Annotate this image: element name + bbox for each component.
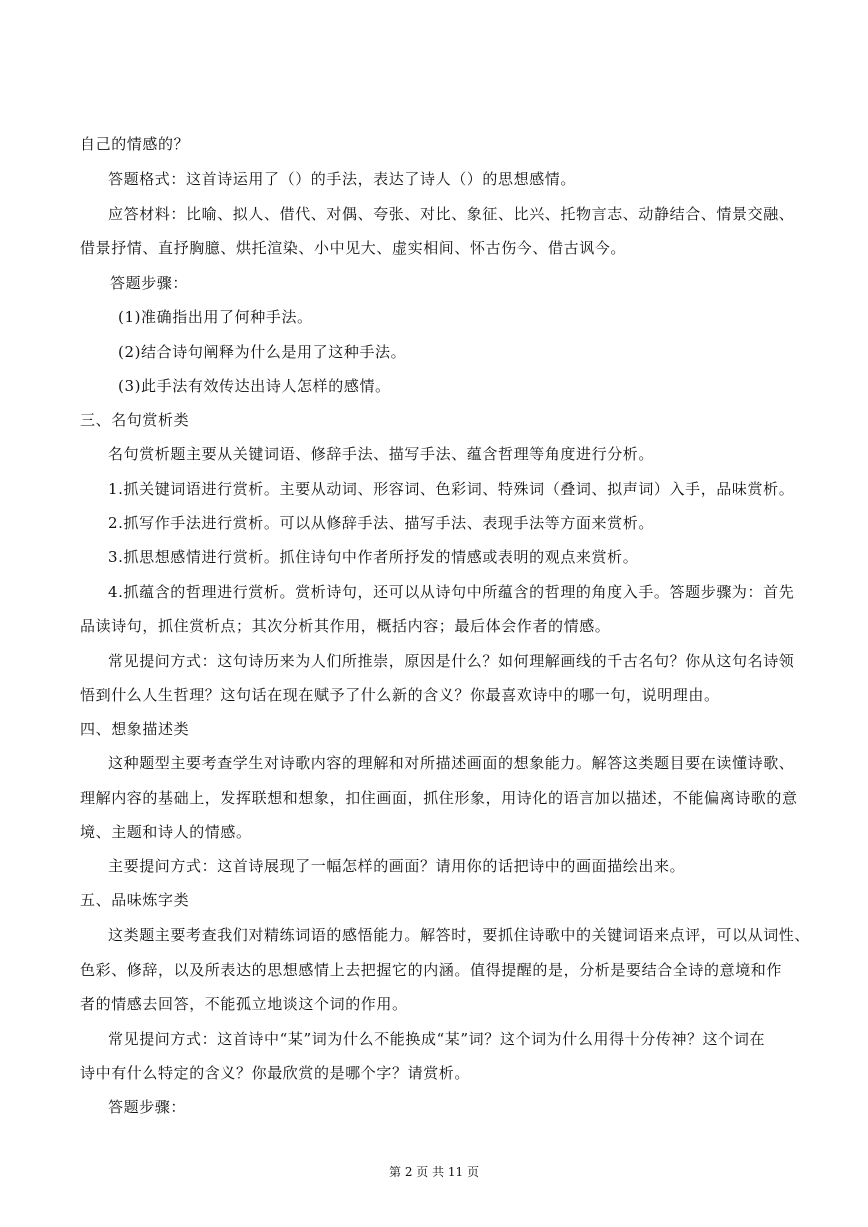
text-line: 这类题主要考查我们对精练词语的感悟能力。解答时，要抓住诗歌中的关键词语来点评，可以从词性、 [108,926,811,944]
text-line: 答题步骤： [110,274,189,292]
text-line: (3)此手法有效传达出诗人怎样的感情。 [118,377,391,395]
text-line: (1)准确指出用了何种手法。 [118,308,313,326]
text-line: 色彩、修辞，以及所表达的思想感情上去把握它的内涵。值得提醒的是，分析是要结合全诗的意境和作 [80,961,783,979]
section-heading: 五、品味炼字类 [80,891,190,909]
text-line: 应答材料：比喻、拟人、借代、对偶、夸张、对比、象征、比兴、托物言志、动静结合、情景交融、 [108,205,795,223]
text-line: 常见提问方式：这首诗中“某”词为什么不能换成“某”词？这个词为什么用得十分传神？这个词在 [108,1030,766,1048]
page-footer: 第 2 页 共 11 页 [389,1165,479,1179]
text-line: 自己的情感的？ [80,135,190,153]
text-line: 4.抓蕴含的哲理进行赏析。赏析诗句，还可以从诗句中所蕴含的哲理的角度入手。答题步骤为：首先 [108,583,795,601]
text-line: 这种题型主要考查学生对诗歌内容的理解和对所描述画面的想象能力。解答这类题目要在读懂诗歌、 [108,754,795,772]
section-heading: 四、想象描述类 [80,720,190,738]
text-line: 诗中有什么特定的含义？你最欣赏的是哪个字？请赏析。 [80,1064,471,1082]
text-line: 常见提问方式：这句诗历来为人们所推崇，原因是什么？如何理解画线的千古名句？你从这句名诗领 [108,652,795,670]
section-heading: 三、名句赏析类 [80,411,190,429]
text-line: 1.抓关键词语进行赏析。主要从动词、形容词、色彩词、特殊词（叠词、拟声词）入手，品味赏析。 [108,480,795,498]
text-line: 答题步骤： [108,1098,187,1116]
text-line: 品读诗句，抓住赏析点；其次分析其作用，概括内容；最后体会作者的情感。 [80,617,611,635]
text-line: 借景抒情、直抒胸臆、烘托渲染、小中见大、虚实相间、怀古伤今、借古讽今。 [80,239,627,257]
text-line: 答题格式：这首诗运用了（）的手法，表达了诗人（）的思想感情。 [108,170,577,188]
text-line: 理解内容的基础上，发挥联想和想象，扣住画面，抓住形象，用诗化的语言加以描述，不能偏离诗歌的意 [80,789,798,807]
text-line: 主要提问方式：这首诗展现了一幅怎样的画面？请用你的话把诗中的画面描绘出来。 [108,857,686,875]
text-line: 名句赏析题主要从关键词语、修辞手法、描写手法、蕴含哲理等角度进行分析。 [108,445,655,463]
text-line: 2.抓写作手法进行赏析。可以从修辞手法、描写手法、表现手法等方面来赏析。 [108,514,654,532]
text-line: 境、主题和诗人的情感。 [80,823,252,841]
text-line: 3.抓思想感情进行赏析。抓住诗句中作者所抒发的情感或表明的观点来赏析。 [108,548,639,566]
text-line: 者的情感去回答，不能孤立地谈这个词的作用。 [80,995,408,1013]
text-line: 悟到什么人生哲理？这句话在现在赋予了什么新的含义？你最喜欢诗中的哪一句，说明理由。 [80,686,720,704]
text-line: (2)结合诗句阐释为什么是用了这种手法。 [118,343,407,361]
